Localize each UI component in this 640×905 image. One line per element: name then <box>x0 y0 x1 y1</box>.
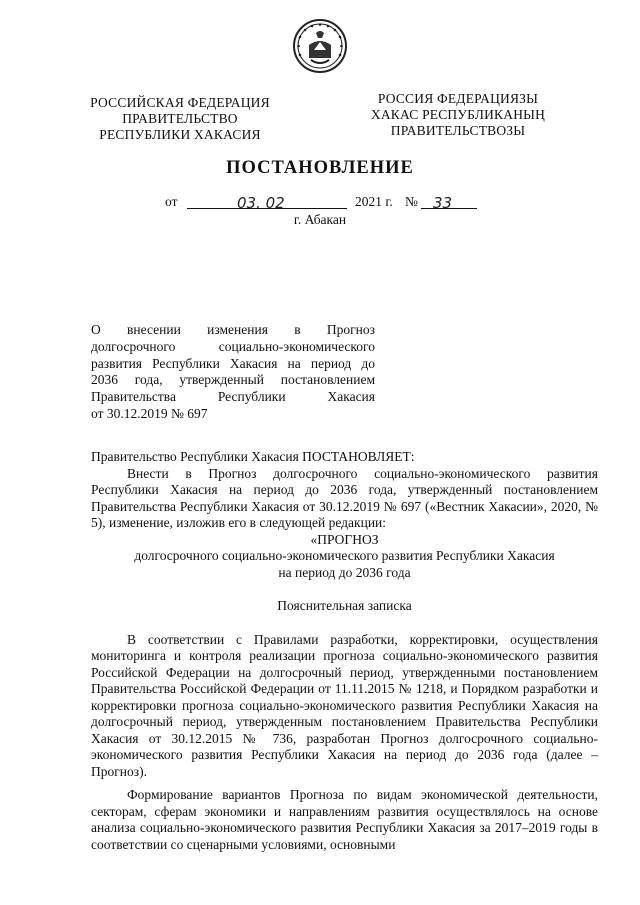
header-left <box>80 95 280 143</box>
header-right-line: ХАКАС РЕСПУБЛИКАНЫҢ <box>370 107 546 122</box>
handwritten-date: 03. 02 <box>237 194 285 212</box>
header-right-line: ПРАВИТЕЛЬСТВОЗЫ <box>390 123 526 138</box>
subject-line: долгосрочного социально-экономического <box>91 338 375 354</box>
body-paragraph: Формирование вариантов Прогноза по видам экономической деятельности, секторам, сферам экономики и направлениям развития осуществлялось на основе анализа социально-экономического развития Республики Хакасия за 2017–2019 годы в соответствии со сценарными условиями, основными <box>91 787 598 852</box>
year-label: 2021 г. <box>355 194 393 209</box>
subject-line: развития Республики Хакасия на период до <box>91 355 375 371</box>
resolution-paragraph: Внести в Прогноз долгосрочного социально-экономического развития Республики Хакасия на период до 2036 года, утвержденный постановлением Правительства Республики Хакасия от 30.12.2019 № 697 («Вестник Хакасии», 2020, № 5), изменение, изложив его в следующей редакции: <box>91 465 598 530</box>
coat-of-arms-emblem <box>292 18 348 74</box>
handwritten-number: 33 <box>433 194 453 212</box>
date-number-line <box>165 194 495 212</box>
document-body <box>91 449 598 853</box>
document-title: ПОСТАНОВЛЕНИЕ <box>226 158 414 178</box>
header-right-line: РОССИЯ ФЕДЕРАЦИЯЗЫ <box>377 91 539 106</box>
header-left-line: РОССИЙСКАЯ ФЕДЕРАЦИЯ <box>90 95 270 110</box>
from-label: от <box>165 194 178 209</box>
prognoz-title: «ПРОГНОЗ <box>310 531 379 547</box>
body-paragraph: В соответствии с Правилами разработки, корректировки, осуществления мониторинга и контроля реализации прогноза социально-экономического развития Российской Федерации на долгосрочный период, утвержденными постановлением Правительства Российской Федерации от 11.11.2015 № 1218, и Порядком разработки и корректировки прогноза социально-экономического развития Республики Хакасия на долгосрочный период, утвержденным постановлением Правительства Республики Хакасия от 30.12.2015 № 736, разработан Прогноз долгосрочного социально-экономического развития Республики Хакасия на период до 2036 года (далее – Прогноз). <box>91 631 598 779</box>
subject-line: Правительства Республики Хакасия <box>91 389 375 405</box>
header-right <box>360 91 556 139</box>
subject-line: О внесении изменения в Прогноз <box>91 322 375 337</box>
city-label: г. Абакан <box>293 212 347 227</box>
note-title: Пояснительная записка <box>277 598 412 613</box>
prognoz-subtitle: долгосрочного социально-экономического развития Республики Хакасия <box>134 548 555 563</box>
subject-line: от 30.12.2019 № 697 <box>91 405 208 421</box>
subject-line: 2036 года, утвержденный постановлением <box>91 372 375 388</box>
subject-block <box>91 322 375 423</box>
header-left-line: ПРАВИТЕЛЬСТВО <box>122 111 238 126</box>
prognoz-subtitle: на период до 2036 года <box>278 564 411 580</box>
number-label: № <box>405 194 418 209</box>
intro-paragraph: Правительство Республики Хакасия ПОСТАНОВЛЯЕТ: <box>91 449 415 464</box>
header-left-line: РЕСПУБЛИКИ ХАКАСИЯ <box>99 127 261 142</box>
